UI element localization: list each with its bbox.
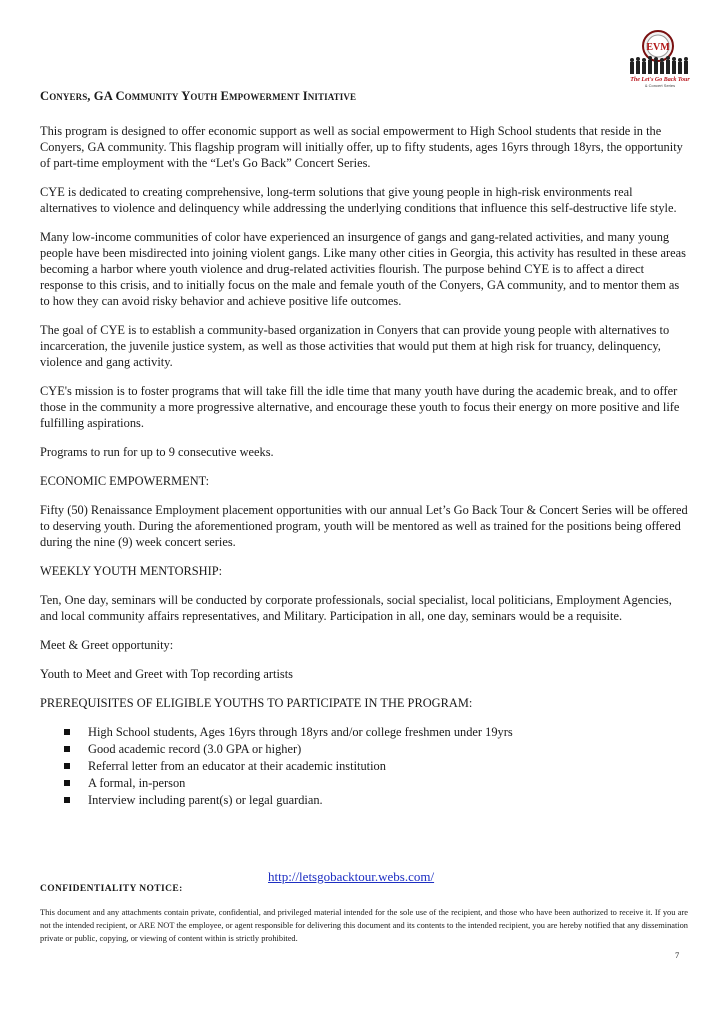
mentorship-text: Ten, One day, seminars will be conducted by corporate professionals, social specialist, local politicians, Employment Agencies, and local community affairs representatives, and Military. Participation in all, one day, seminars would be a requisite. bbox=[40, 593, 672, 623]
square-bullet-icon bbox=[64, 763, 70, 769]
paragraph-dedication: CYE is dedicated to creating comprehensive, long-term solutions that give young people in high-risk environments real alternatives to violence and delinquency while addressing the underlying conditions that influence this self-destructive life style. bbox=[40, 185, 677, 215]
paragraph-mission: CYE's mission is to foster programs that will take fill the idle time that many youth have during the academic break, and to offer those in the community a more progressive alternative, and encourage these youth to focus their energy on more positive and life fulfilling aspirations. bbox=[40, 384, 680, 430]
square-bullet-icon bbox=[64, 729, 70, 735]
paragraph-goal: The goal of CYE is to establish a community-based organization in Conyers that can provide young people with alternatives to incarceration, the juvenile justice system, as well as those activities that would put them at high risk for truancy, delinquency, violence and gang activity. bbox=[40, 323, 670, 369]
paragraph-intro: This program is designed to offer economic support as well as social empowerment to High School students that reside in the Conyers, GA community. This flagship program will initially offer, up to fifty students, ages 16yrs through 18yrs, the opportunity of part-time employment with the “Let's Go Back” Concert Series. bbox=[40, 124, 683, 170]
list-item-text: Referral letter from an educator at their academic institution bbox=[88, 759, 386, 773]
economic-heading: ECONOMIC EMPOWERMENT: bbox=[40, 474, 210, 488]
square-bullet-icon bbox=[64, 780, 70, 786]
list-item bbox=[64, 758, 688, 775]
confidentiality-title: CONFIDENTIALITY NOTICE: bbox=[40, 884, 183, 894]
page-title bbox=[40, 89, 700, 104]
list-item-text: A formal, in-person bbox=[88, 776, 186, 790]
prereq-list bbox=[40, 724, 688, 809]
tour-website-link[interactable]: http://letsgobacktour.webs.com/ bbox=[268, 869, 435, 884]
economic-text: Fifty (50) Renaissance Employment placement opportunities with our annual Let’s Go Back Tour & Concert Series will be offered to deserving youth. During the aforementioned program, youth will be mentored as well as trained for the positions being offered during the nine (9) week concert series. bbox=[40, 503, 688, 549]
list-item-text: Interview including parent(s) or legal guardian. bbox=[88, 793, 323, 807]
list-item bbox=[64, 792, 688, 809]
meet-greet-heading: Meet & Greet opportunity: bbox=[40, 638, 174, 652]
list-item bbox=[64, 741, 688, 758]
paragraph-duration: Programs to run for up to 9 consecutive weeks. bbox=[40, 445, 274, 459]
logo-text: The Let's Go Back Tour bbox=[630, 77, 690, 83]
list-item bbox=[64, 775, 688, 792]
page-number: 7 bbox=[675, 950, 680, 960]
logo-initials: EVM bbox=[646, 42, 670, 53]
meet-greet-text: Youth to Meet and Greet with Top recording artists bbox=[40, 667, 293, 681]
page-title-text: Conyers, GA Community Youth Empowerment Initiative bbox=[40, 89, 357, 103]
list-item bbox=[64, 724, 688, 741]
square-bullet-icon bbox=[64, 797, 70, 803]
mentorship-heading: WEEKLY YOUTH MENTORSHIP: bbox=[40, 564, 223, 578]
document-body bbox=[40, 123, 688, 809]
list-item-text: High School students, Ages 16yrs through 18yrs and/or college freshmen under 19yrs bbox=[88, 725, 513, 739]
logo-subtext: & Concert Series bbox=[644, 83, 676, 88]
square-bullet-icon bbox=[64, 746, 70, 752]
list-item-text: Good academic record (3.0 GPA or higher) bbox=[88, 742, 302, 756]
prereq-heading: PREREQUISITES OF ELIGIBLE YOUTHS TO PARTICIPATE IN THE PROGRAM: bbox=[40, 696, 473, 710]
tour-logo bbox=[622, 28, 692, 88]
confidentiality-text: This document and any attachments contain private, confidential, and privileged material intended for the sole use of the recipient, and those who have been authorized to receive it. If you are not the intended recipient, or ARE NOT the employee, or agent responsible for delivering this document and its contents to the intended recipient, you are hereby notified that any dissemination private or public, copying, or viewing of content within is strictly prohibited. bbox=[40, 908, 688, 943]
paragraph-communities: Many low-income communities of color have experienced an insurgence of gangs and gang-related activities, and many young people have been misdirected into joining violent gangs. Like many other cities in Georgia, this activity has resulted in these areas becoming a harbor where youth violence and drug-related activities flourish. The purpose behind CYE is to affect a direct response to this crisis, and to initially focus on the male and female youth of the Conyers, GA community, and to mentor them as to how they can avoid risky behavior and achieve positive life outcomes. bbox=[40, 230, 686, 308]
